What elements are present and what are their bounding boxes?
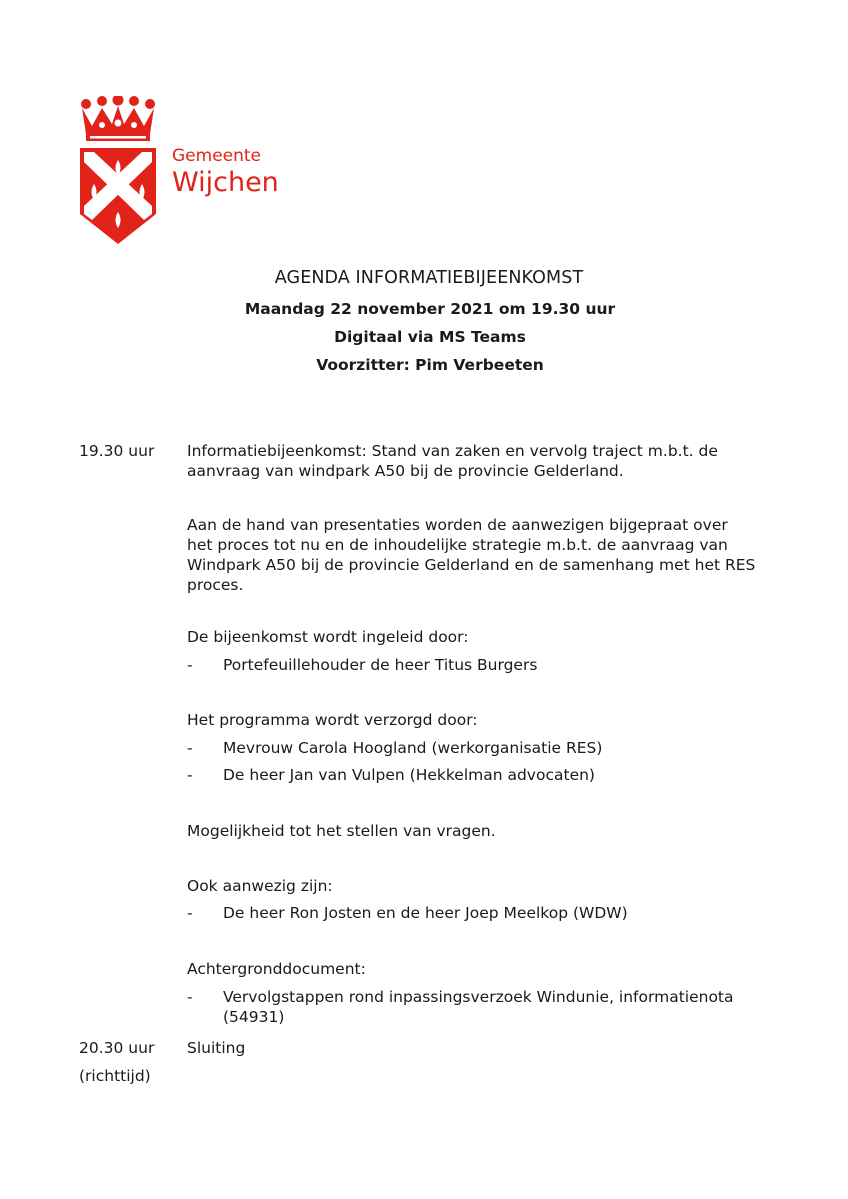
program-speaker-2: De heer Jan van Vulpen (Hekkelman advocaten): [223, 766, 595, 784]
agenda-header: [0, 268, 848, 384]
program-label: Het programma wordt verzorgd door:: [187, 711, 478, 729]
agenda-item-2-subject: Sluiting: [187, 1039, 246, 1057]
bullet-dash: -: [187, 766, 193, 784]
bullet-dash: -: [187, 988, 193, 1006]
present-label: Ook aanwezig zijn:: [187, 877, 333, 895]
intro-speaker: Portefeuillehouder de heer Titus Burgers: [223, 656, 538, 674]
agenda-item-1-time: 19.30 uur: [79, 442, 155, 460]
agenda-item-2-time: 20.30 uur: [79, 1039, 155, 1057]
agenda-item-2-time-note: (richttijd): [79, 1067, 151, 1085]
present-person: De heer Ron Josten en de heer Joep Meelkop (WDW): [223, 904, 628, 922]
logo-wordmark: [172, 148, 279, 196]
meeting-date: Maandag 22 november 2021 om 19.30 uur: [244, 300, 616, 318]
logo-line-wijchen: Wijchen: [172, 167, 279, 198]
questions-note: Mogelijkheid tot het stellen van vragen.: [187, 822, 496, 840]
background-label: Achtergronddocument:: [187, 960, 366, 978]
intro-label: De bijeenkomst wordt ingeleid door:: [187, 628, 469, 646]
background-document: Vervolgstappen rond inpassingsverzoek Windunie, informatienota (54931): [223, 988, 734, 1026]
logo-line-gemeente: Gemeente: [172, 146, 262, 166]
municipality-logo: [78, 96, 278, 246]
bullet-dash: -: [187, 904, 193, 922]
program-speaker-1: Mevrouw Carola Hoogland (werkorganisatie RES): [223, 739, 603, 757]
bullet-dash: -: [187, 739, 193, 757]
meeting-chair: Voorzitter: Pim Verbeeten: [316, 356, 544, 374]
page-title: AGENDA INFORMATIEBIJEENKOMST: [274, 268, 584, 288]
bullet-dash: -: [187, 656, 193, 674]
agenda-item-1-subject: Informatiebijeenkomst: Stand van zaken en vervolg traject m.b.t. de aanvraag van windpark A50 bij de provincie Gelderland.: [187, 442, 718, 480]
agenda-item-1-description: Aan de hand van presentaties worden de aanwezigen bijgepraat over het proces tot nu en de inhoudelijke strategie m.b.t. de aanvraag van Windpark A50 bij de provincie Gelderland en de samenhang met het RES proces.: [187, 516, 756, 594]
coat-of-arms-icon: [78, 96, 158, 246]
meeting-location: Digitaal via MS Teams: [334, 328, 526, 346]
